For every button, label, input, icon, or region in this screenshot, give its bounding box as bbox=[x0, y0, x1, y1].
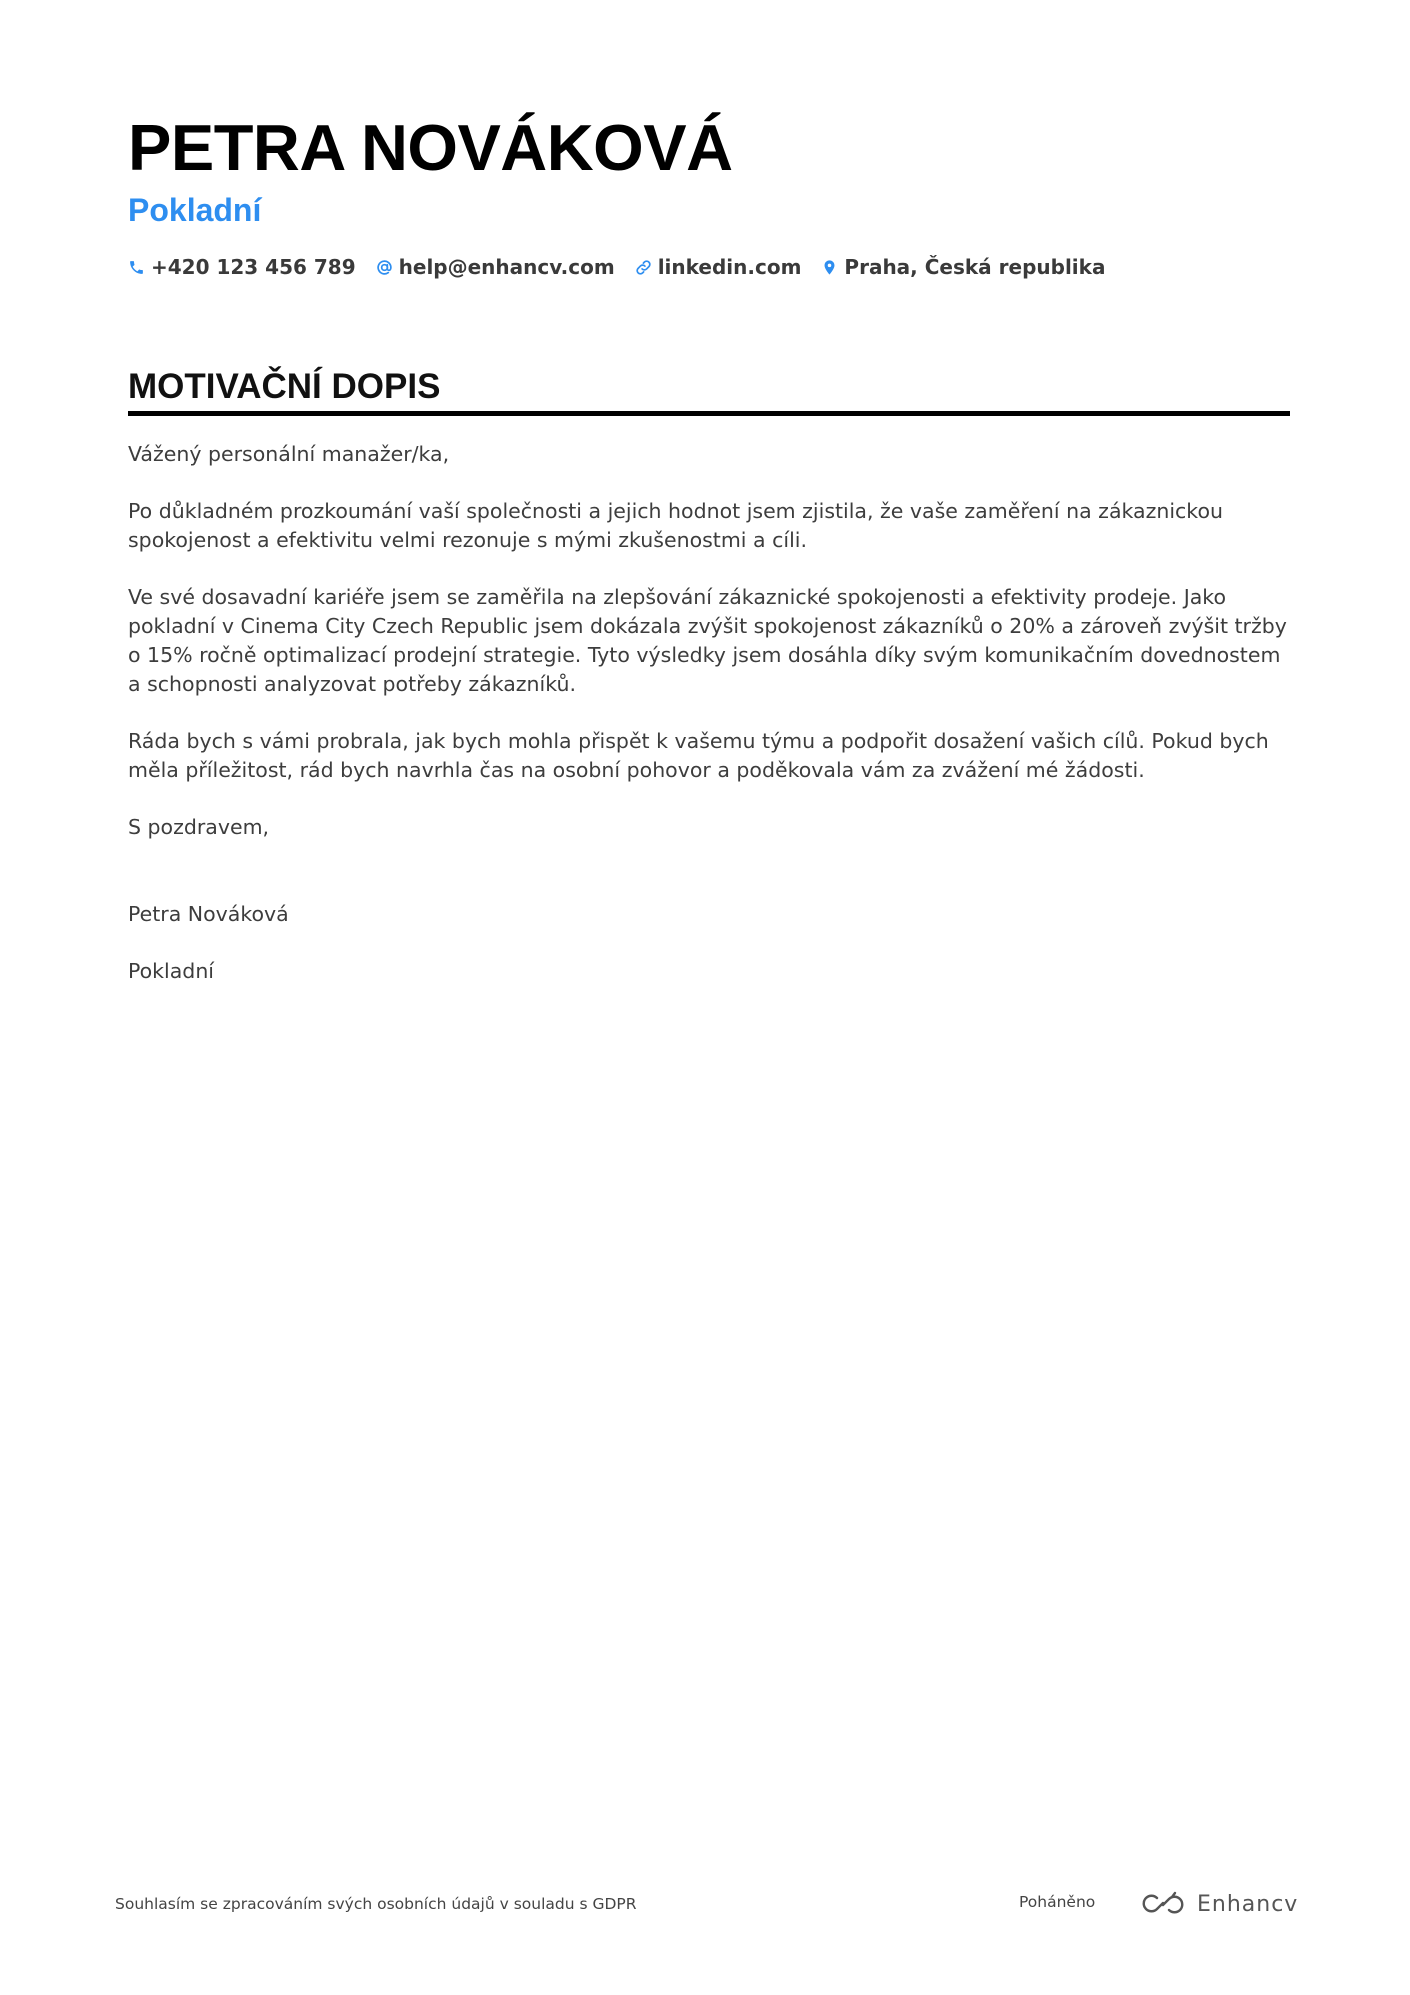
gdpr-consent: Souhlasím se zpracováním svých osobních údajů v souladu s GDPR bbox=[115, 1895, 637, 1913]
brand-name: Enhancv bbox=[1197, 1891, 1299, 1917]
contact-phone bbox=[128, 255, 356, 279]
at-icon bbox=[376, 259, 393, 276]
section-title: MOTIVAČNÍ DOPIS bbox=[128, 367, 441, 406]
applicant-name: PETRA NOVÁKOVÁ bbox=[128, 111, 733, 184]
location-text: Praha, Česká republika bbox=[844, 255, 1106, 279]
signature-title: Pokladní bbox=[128, 959, 215, 983]
contact-website[interactable] bbox=[635, 255, 802, 279]
link-icon bbox=[635, 259, 652, 276]
section-divider bbox=[128, 411, 1290, 416]
letter-body bbox=[128, 440, 1290, 1014]
website-text: linkedin.com bbox=[657, 255, 802, 279]
letter-paragraph: Ve své dosavadní kariéře jsem se zaměřila na zlepšování zákaznické spokojenosti a efektivity prodeje. Jako pokladní v Cinema City Czech Republic jsem dokázala zvýšit spokojenost zákazníků o 20% a zároveň zvýšit tržby o 15% ročně optimalizací prodejní strategie. Tyto výsledky jsem dosáhla díky svým komunikačním dovednostem a schopnosti analyzovat potřeby zákazníků. bbox=[128, 585, 1287, 696]
email-text: help@enhancv.com bbox=[398, 255, 615, 279]
contact-location bbox=[821, 255, 1105, 279]
phone-text: +420 123 456 789 bbox=[151, 255, 356, 279]
phone-icon bbox=[128, 259, 145, 276]
letter-paragraph: Po důkladném prozkoumání vaší společnosti a jejich hodnot jsem zjistila, že vaše zaměření na zákaznickou spokojenost a efektivitu velmi rezonuje s mými zkušenostmi a cíli. bbox=[128, 499, 1223, 552]
powered-by-label: Poháněno bbox=[1019, 1893, 1096, 1911]
signature-name: Petra Nováková bbox=[128, 902, 289, 926]
enhancv-brand[interactable] bbox=[1139, 1889, 1298, 1919]
letter-closing: S pozdravem, bbox=[128, 815, 270, 839]
location-pin-icon bbox=[821, 259, 838, 276]
contact-bar bbox=[128, 252, 1125, 282]
contact-email[interactable] bbox=[376, 255, 615, 279]
job-title: Pokladní bbox=[128, 192, 262, 228]
letter-salutation: Vážený personální manažer/ka, bbox=[128, 442, 450, 466]
letter-paragraph: Ráda bych s vámi probrala, jak bych mohla přispět k vašemu týmu a podpořit dosažení vašich cílů. Pokud bych měla příležitost, rád bych navrhla čas na osobní pohovor a poděkovala vám za zvážení mé žádosti. bbox=[128, 729, 1269, 782]
enhancv-logo-icon bbox=[1139, 1891, 1187, 1917]
